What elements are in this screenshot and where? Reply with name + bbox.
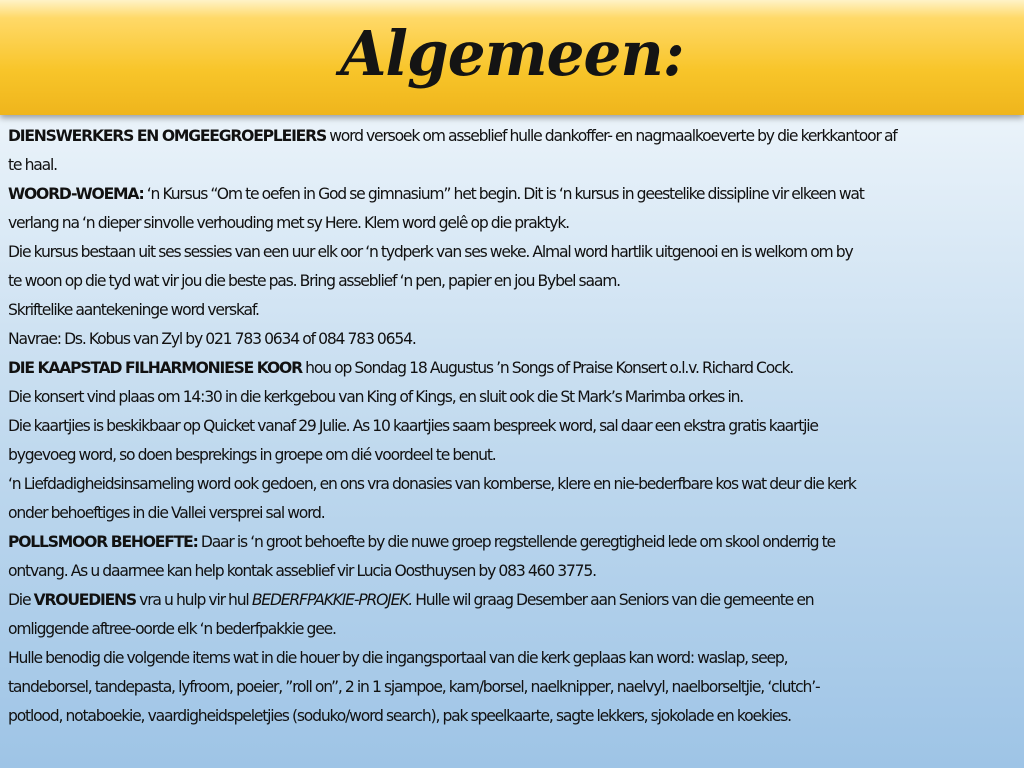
text-line [8,557,1018,586]
text-line [8,470,1018,499]
text-run: tandeborsel, tandepasta, lyfroom, poeier, ”roll on”, 2 in 1 sjampoe, kam/borsel, naelknipper, naelvyl, naelborseltjie, ‘clutch’- [8,678,820,696]
text-run: potlood, notaboekie, vaardigheidspeletjies (soduko/word search), pak speelkaarte, sagte lekkers, sjokolade en koekies. [8,707,791,725]
text-line [8,325,1018,354]
text-line [8,644,1018,673]
text-run: vra u hulp vir hul [135,591,252,609]
text-line [8,180,1018,209]
bold-heading: VROUEDIENS [33,591,136,609]
text-run: Die [8,591,34,609]
text-line [8,209,1018,238]
bold-heading: DIENSWERKERS EN OMGEEGROEPLEIERS [8,127,326,145]
text-run: Navrae: Ds. Kobus van Zyl by 021 783 0634 of 084 783 0654. [8,330,416,348]
italic-text: BEDERFPAKKIE-PROJEK. [251,591,412,609]
text-run: word versoek om asseblief hulle dankoffer- en nagmaalkoeverte by die kerkkantoor af [325,127,897,145]
text-run: omliggende aftree-oorde elk ‘n bederfpakkie gee. [8,620,336,638]
text-line [8,354,1018,383]
text-line [8,412,1018,441]
text-run: hou op Sondag 18 Augustus ’n Songs of Praise Konsert o.l.v. Richard Cock. [301,359,794,377]
text-line [8,673,1018,702]
text-run: Hulle wil graag Desember aan Seniors van die gemeente en [412,591,814,609]
text-run: te woon op die tyd wat vir jou die beste pas. Bring asseblief ‘n pen, papier en jou Bybel saam. [8,272,620,290]
text-line [8,296,1018,325]
text-line [8,122,1018,151]
text-line [8,615,1018,644]
bold-heading: DIE KAAPSTAD FILHARMONIESE KOOR [8,359,302,377]
text-line [8,586,1018,615]
text-line [8,151,1018,180]
bold-heading: WOORD-WOEMA: [8,185,144,203]
text-line [8,702,1018,731]
bold-heading: POLLSMOOR BEHOEFTE: [8,533,198,551]
title-banner [0,0,1024,115]
text-run: ‘n Liefdadigheidsinsameling word ook gedoen, en ons vra donasies van komberse, klere en nie-bederfbare kos wat deur die kerk [8,475,856,493]
text-run: Hulle benodig die volgende items wat in die houer by die ingangsportaal van die kerk geplaas kan word: waslap, seep, [8,649,788,667]
text-run: verlang na ‘n dieper sinvolle verhouding met sy Here. Klem word gelê op die praktyk. [8,214,569,232]
text-run: Die konsert vind plaas om 14:30 in die kerkgebou van King of Kings, en sluit ook die St Mark’s Marimba orkes in. [8,388,744,406]
announcements-body [8,122,1018,762]
text-run: Daar is ‘n groot behoefte by die nuwe groep regstellende geregtigheid lede om skool onderrig te [197,533,835,551]
text-line [8,441,1018,470]
text-run: Skriftelike aantekeninge word verskaf. [8,301,259,319]
text-run: ‘n Kursus “Om te oefen in God se gimnasium” het begin. Dit is ‘n kursus in geestelike dissipline vir elkeen wat [143,185,864,203]
page-title: Algemeen: [340,17,684,90]
text-run: te haal. [8,156,57,174]
text-run: bygevoeg word, so doen besprekings in groepe om dié voordeel te benut. [8,446,496,464]
text-run: Die kursus bestaan uit ses sessies van een uur elk oor ‘n tydperk van ses weke. Almal word hartlik uitgenooi en is welkom om by [8,243,853,261]
text-run: onder behoeftiges in die Vallei versprei sal word. [8,504,325,522]
text-line [8,528,1018,557]
text-line [8,499,1018,528]
text-run: ontvang. As u daarmee kan help kontak asseblief vir Lucia Oosthuysen by 083 460 3775. [8,562,596,580]
text-line [8,238,1018,267]
text-run: Die kaartjies is beskikbaar op Quicket vanaf 29 Julie. As 10 kaartjies saam bespreek word, sal daar een ekstra gratis kaartjie [8,417,818,435]
text-line [8,267,1018,296]
text-line [8,383,1018,412]
